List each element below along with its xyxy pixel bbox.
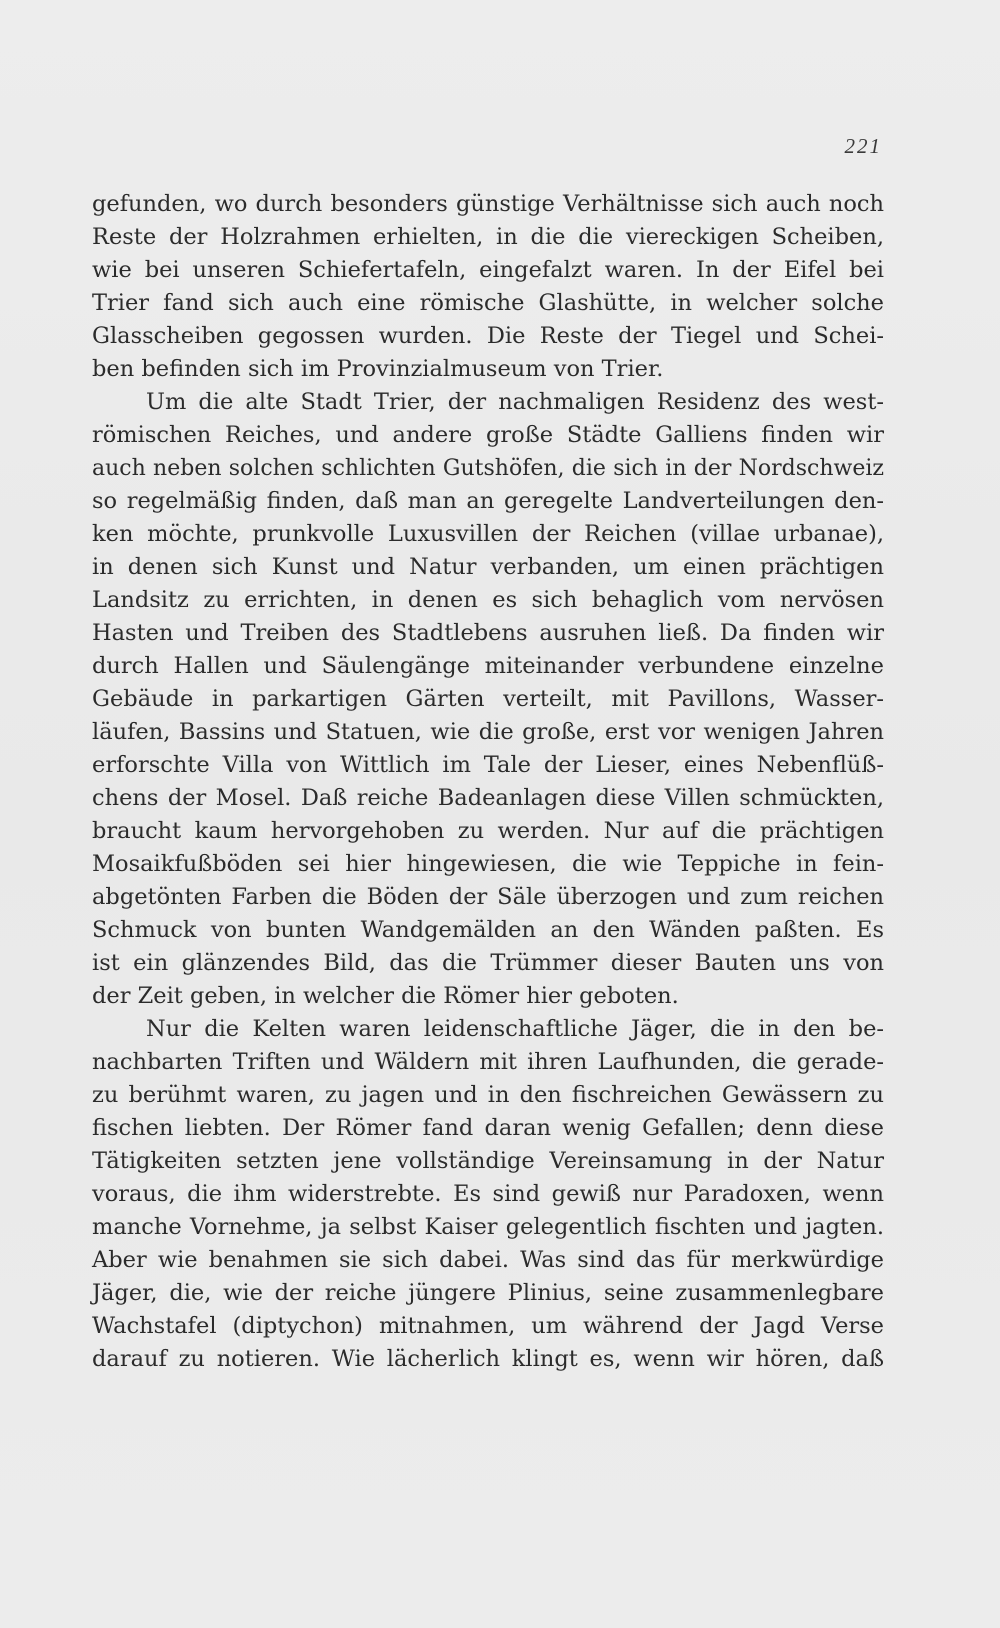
text-line: so regelmäßig finden, daß man an geregelte Landverteilungen den- <box>92 488 884 514</box>
text-line: der Zeit geben, in welcher die Römer hier geboten. <box>92 983 679 1009</box>
text-line: Glasscheiben gegossen wurden. Die Reste der Tiegel und Schei- <box>92 323 884 349</box>
text-line: erforschte Villa von Wittlich im Tale der Lieser, eines Nebenflüß- <box>92 752 884 778</box>
text-line: Schmuck von bunten Wandgemälden an den Wänden paßten. Es <box>92 917 884 943</box>
text-line: fischen liebten. Der Römer fand daran wenig Gefallen; denn diese <box>92 1115 884 1141</box>
text-line: ben befinden sich im Provinzialmuseum von Trier. <box>92 356 664 382</box>
text-line: Nur die Kelten waren leidenschaftliche Jäger, die in den be- <box>146 1016 884 1042</box>
text-line: Aber wie benahmen sie sich dabei. Was sind das für merkwürdige <box>92 1247 884 1273</box>
text-line: abgetönten Farben die Böden der Säle überzogen und zum reichen <box>92 884 884 910</box>
body-text <box>92 188 884 1376</box>
text-line: braucht kaum hervorgehoben zu werden. Nur auf die prächtigen <box>92 818 884 844</box>
text-line: in denen sich Kunst und Natur verbanden, um einen prächtigen <box>92 554 884 580</box>
text-line: ken möchte, prunkvolle Luxusvillen der Reichen (villae urbanae), <box>92 521 884 547</box>
text-line: ist ein glänzendes Bild, das die Trümmer dieser Bauten uns von <box>92 950 884 976</box>
text-line: nachbarten Triften und Wäldern mit ihren Laufhunden, die gerade- <box>92 1049 884 1075</box>
text-line: Wachstafel (diptychon) mitnahmen, um während der Jagd Verse <box>92 1313 884 1339</box>
text-line: Hasten und Treiben des Stadtlebens ausruhen ließ. Da finden wir <box>92 620 884 646</box>
text-line: durch Hallen und Säulengänge miteinander verbundene einzelne <box>92 653 884 679</box>
text-line: voraus, die ihm widerstrebte. Es sind gewiß nur Paradoxen, wenn <box>92 1181 884 1207</box>
text-line: zu berühmt waren, zu jagen und in den fischreichen Gewässern zu <box>92 1082 884 1108</box>
text-line: Tätigkeiten setzten jene vollständige Vereinsamung in der Natur <box>92 1148 884 1174</box>
text-line: manche Vornehme, ja selbst Kaiser gelegentlich fischten und jagten. <box>92 1214 884 1240</box>
text-line: gefunden, wo durch besonders günstige Verhältnisse sich auch noch <box>92 191 884 217</box>
text-line: Landsitz zu errichten, in denen es sich behaglich vom nervösen <box>92 587 884 613</box>
text-line: wie bei unseren Schiefertafeln, eingefalzt waren. In der Eifel bei <box>92 257 884 283</box>
text-line: auch neben solchen schlichten Gutshöfen, die sich in der Nordschweiz <box>92 456 884 481</box>
text-line: Gebäude in parkartigen Gärten verteilt, mit Pavillons, Wasser- <box>92 686 884 712</box>
text-line: Trier fand sich auch eine römische Glashütte, in welcher solche <box>92 290 884 316</box>
text-line: Jäger, die, wie der reiche jüngere Plinius, seine zusammenlegbare <box>92 1280 884 1306</box>
text-line: Um die alte Stadt Trier, der nachmaligen Residenz des west- <box>146 389 884 415</box>
text-line: chens der Mosel. Daß reiche Badeanlagen diese Villen schmückten, <box>92 785 884 811</box>
text-line: läufen, Bassins und Statuen, wie die große, erst vor wenigen Jahren <box>92 719 884 745</box>
page-number: 221 <box>844 134 882 158</box>
text-line: römischen Reiches, und andere große Städte Galliens finden wir <box>92 422 884 448</box>
text-line: Mosaikfußböden sei hier hingewiesen, die wie Teppiche in fein- <box>92 851 884 877</box>
text-line: darauf zu notieren. Wie lächerlich klingt es, wenn wir hören, daß <box>92 1346 884 1372</box>
text-line: Reste der Holzrahmen erhielten, in die die viereckigen Scheiben, <box>92 224 884 250</box>
